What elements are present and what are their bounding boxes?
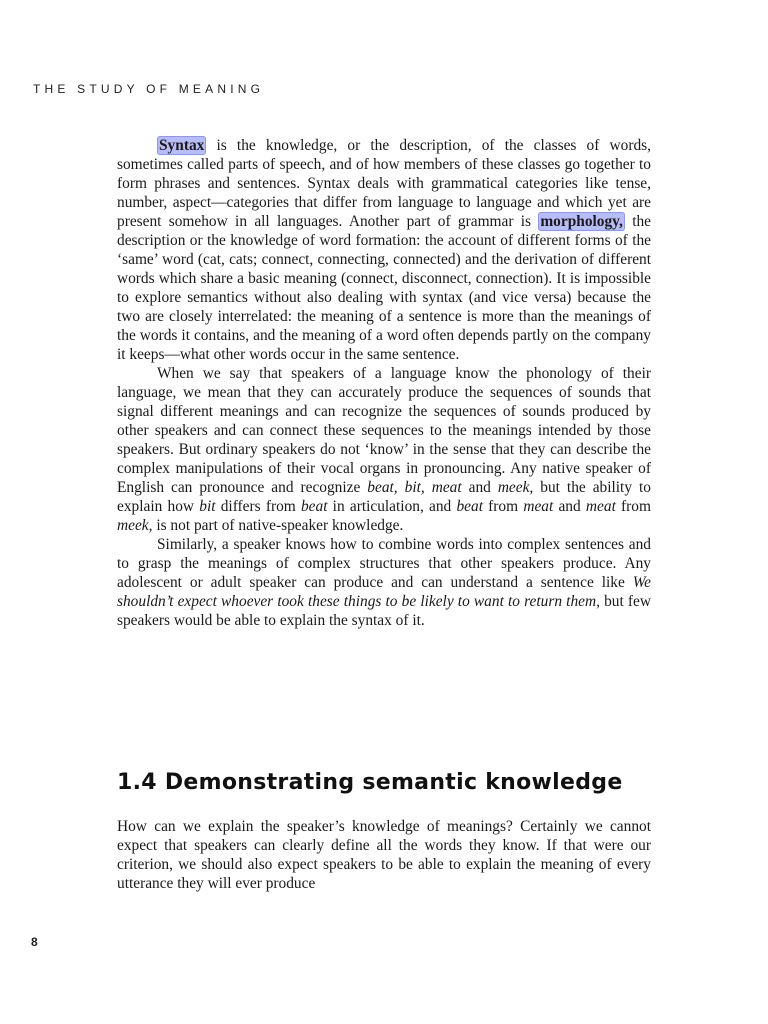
text-segment: and xyxy=(461,479,498,496)
text-segment: the description or the knowledge of word formation: the account of different forms of the ‘same’ word (cat, cats; connect, connecting, connected) and the derivation of different words which share a basic meaning (connect, disconnect, connection). It is impossible to explore semantics without also dealing with syntax (and vice versa) because the two are closely interrelated: the meaning of a sentence is more than the meanings of the words it contains, and the meaning of a word often depends partly on the company it keeps—what other words occur in the same sentence. xyxy=(117,213,651,363)
italic-example: meat xyxy=(523,498,554,515)
italic-example: meek, xyxy=(117,517,153,534)
highlight-morphology: morphology, xyxy=(540,213,623,230)
paragraph-syntax-knowledge xyxy=(117,535,651,630)
text-segment: from xyxy=(482,498,524,515)
italic-example: bit xyxy=(199,498,216,515)
text-segment: but few speakers would be able to explain the syntax of it. xyxy=(117,593,651,629)
running-head: THE STUDY OF MEANING xyxy=(33,82,265,96)
italic-example: meat xyxy=(585,498,616,515)
paragraph-syntax xyxy=(117,136,651,364)
text-segment: When we say that speakers of a language know the phonology of their language, we mean that they can accurately produce the sequences of sounds that signal different meanings and can recognize the sequences of sounds produced by other speakers and can connect these sequences to the meanings intended by those speakers. But ordinary speakers do not ‘know’ in the sense that they can describe the complex manipulations of their vocal organs in pronouncing. Any native speaker of English can pronounce and recognize xyxy=(117,365,651,496)
italic-example-sentence: We shouldn’t expect whoever took these things to be likely to want to return them, xyxy=(117,574,651,610)
text-segment: but the ability to explain how xyxy=(117,479,651,515)
text-segment: is not part of native-speaker knowledge. xyxy=(152,517,404,534)
text-segment: is the knowledge, or the description, of the classes of words, sometimes called parts of speech, and of how members of these classes go together to form phrases and sentences. Syntax deals with grammatical categories like tense, number, aspect—categories that differ from language to language and which yet are present somehow in all languages. Another part of grammar is xyxy=(117,137,651,230)
text-segment: differs from xyxy=(215,498,301,515)
section-heading: 1.4 Demonstrating semantic knowledge xyxy=(117,770,623,795)
italic-example: beat xyxy=(456,498,483,515)
italic-example: beat, bit, meat xyxy=(367,479,462,496)
text-segment: and xyxy=(553,498,586,515)
italic-example: beat xyxy=(300,498,328,515)
paragraph-phonology xyxy=(117,364,651,535)
text-segment: Similarly, a speaker knows how to combine words into complex sentences and to grasp the meanings of complex structures that other speakers produce. Any adolescent or adult speaker can produce and can understand a sentence like xyxy=(117,536,651,591)
text-segment: from xyxy=(615,498,651,515)
body-text xyxy=(117,136,651,630)
highlight-syntax: Syntax xyxy=(159,137,205,154)
page-number: 8 xyxy=(31,935,38,949)
text-segment: in articulation, and xyxy=(327,498,457,515)
section-paragraph: How can we explain the speaker’s knowledge of meanings? Certainly we cannot expect that speakers can clearly define all the words they know. If that were our criterion, we should also expect speakers to be able to explain the meaning of every utterance they will ever produce xyxy=(117,818,651,892)
section-body xyxy=(117,817,651,893)
italic-example: meek, xyxy=(497,479,534,496)
